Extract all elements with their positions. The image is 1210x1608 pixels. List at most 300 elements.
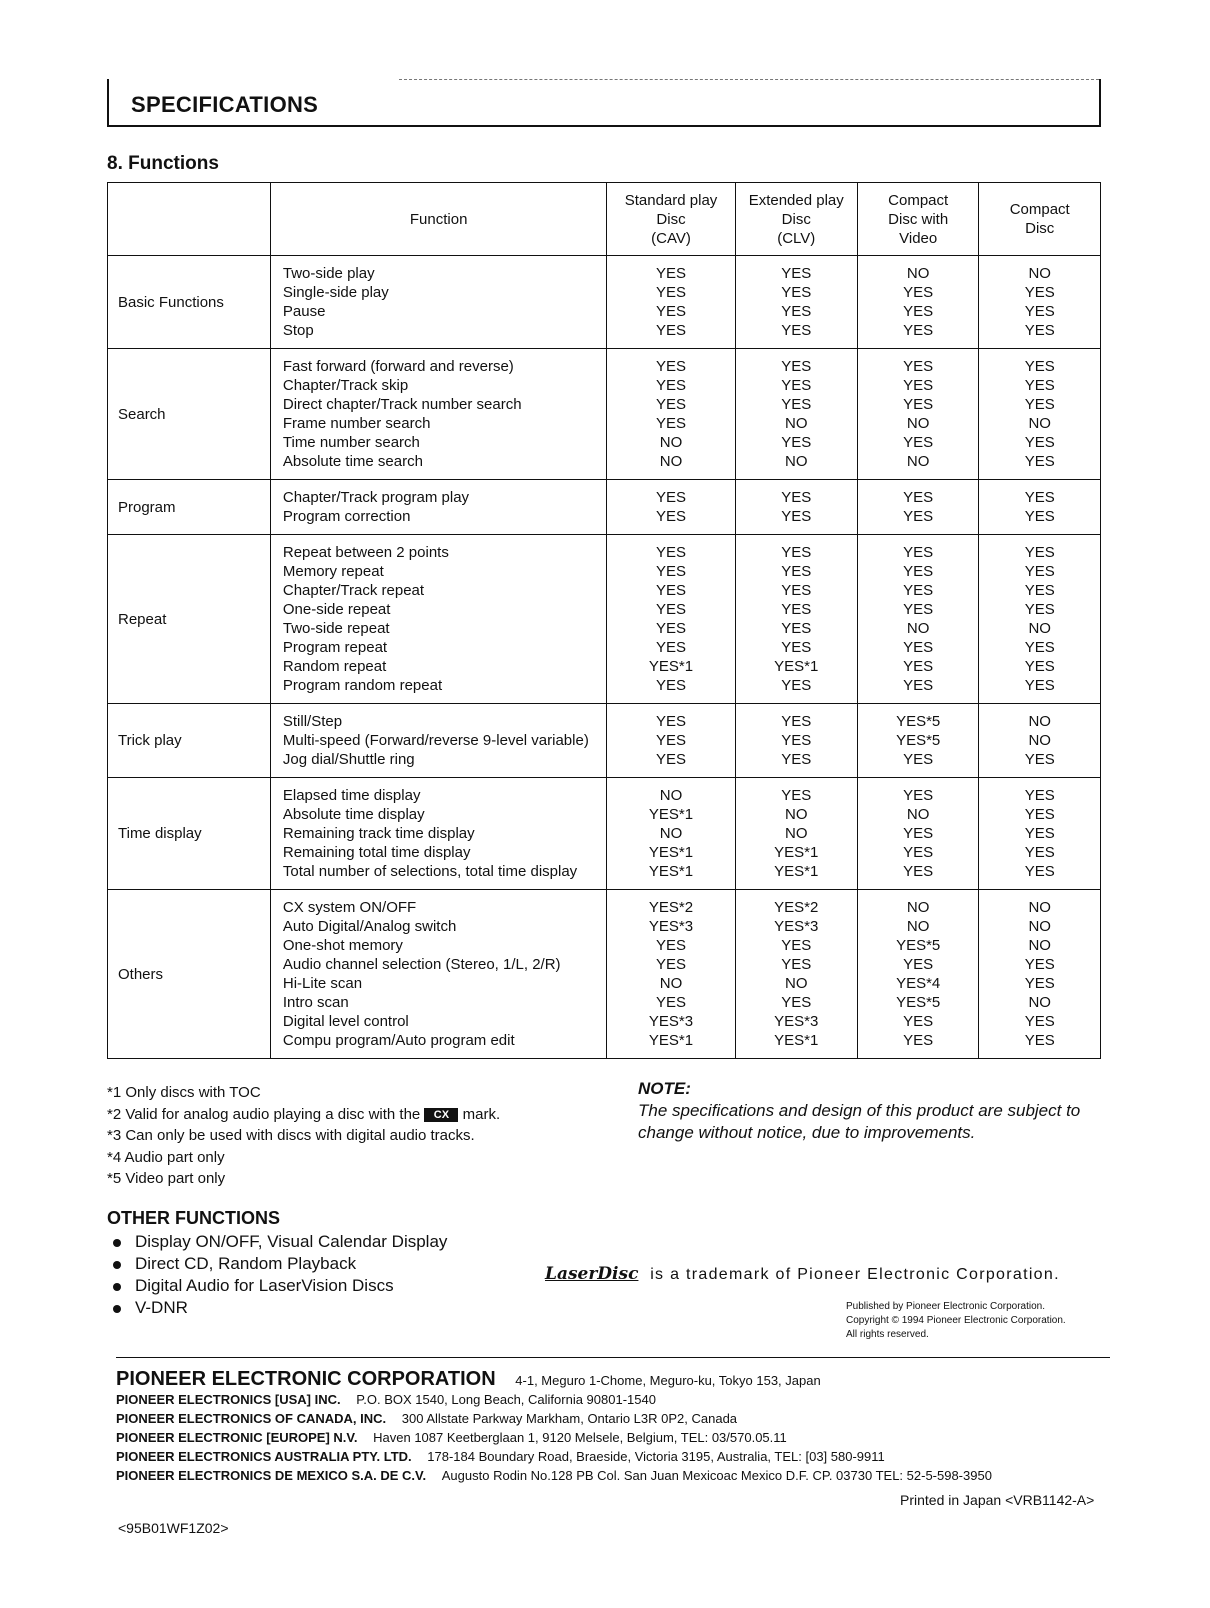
support-value: NO — [785, 975, 808, 992]
support-value: YES — [656, 396, 687, 413]
value-cell-cav — [607, 890, 735, 1059]
support-value: NO — [1028, 918, 1051, 935]
function-name: Remaining track time display — [282, 825, 475, 842]
header-function — [270, 183, 607, 256]
support-value: YES — [1024, 863, 1055, 880]
corp-name: PIONEER ELECTRONIC [EUROPE] N.V. — [116, 1430, 358, 1445]
support-value: YES — [903, 1032, 934, 1049]
value-cell-clv — [735, 480, 857, 535]
bullet-icon — [113, 1283, 121, 1291]
support-value: YES — [1024, 1032, 1055, 1049]
function-name: Pause — [282, 303, 326, 320]
support-value: YES — [656, 303, 687, 320]
support-value: YES — [656, 322, 687, 339]
support-value: NO — [659, 453, 683, 470]
support-value: YES — [656, 601, 687, 618]
support-value: YES — [903, 284, 934, 301]
function-name: Hi-Lite scan — [282, 975, 363, 992]
corp-row — [116, 1390, 992, 1409]
header-line: Function — [409, 210, 468, 228]
other-functions-list — [107, 1231, 447, 1319]
category-cell: Trick play — [108, 704, 271, 778]
support-value: YES*1 — [648, 1032, 694, 1049]
footnote-2-text: *2 Valid for analog audio playing a disc with the — [107, 1105, 421, 1123]
support-value: NO — [906, 899, 930, 916]
function-cell — [270, 349, 607, 480]
footnote-2-suffix: mark. — [462, 1105, 501, 1123]
support-value: YES — [781, 508, 812, 525]
bullet-icon — [113, 1239, 121, 1247]
list-item — [107, 1253, 447, 1275]
footnote-2 — [107, 1104, 500, 1126]
corporation-addresses — [116, 1370, 992, 1485]
support-value: NO — [1028, 899, 1051, 916]
support-value: YES — [1024, 975, 1055, 992]
function-name: Chapter/Track skip — [282, 377, 409, 394]
function-name: Auto Digital/Analog switch — [282, 918, 457, 935]
function-name: Frame number search — [282, 415, 431, 432]
support-value: YES — [656, 377, 687, 394]
support-value: YES — [781, 956, 812, 973]
header-clv — [735, 183, 857, 256]
support-value: YES*2 — [648, 899, 694, 916]
support-value: YES — [781, 751, 812, 768]
support-value: YES — [1024, 1013, 1055, 1030]
support-value: YES — [903, 544, 934, 561]
support-value: YES — [1024, 639, 1055, 656]
support-value: YES — [656, 489, 687, 506]
support-value: YES — [781, 937, 812, 954]
support-value: NO — [659, 434, 683, 451]
support-value: YES — [1024, 434, 1055, 451]
support-value: YES — [656, 713, 687, 730]
support-value: YES — [1024, 544, 1055, 561]
support-value: YES — [903, 582, 934, 599]
support-value: YES — [1024, 453, 1055, 470]
value-cell-clv — [735, 704, 857, 778]
value-cell-cdv — [857, 890, 979, 1059]
function-name: Absolute time display — [282, 806, 425, 823]
function-cell — [270, 480, 607, 535]
support-value: YES — [656, 544, 687, 561]
support-value: YES*1 — [648, 844, 694, 861]
table-row — [108, 256, 1101, 349]
category-cell: Repeat — [108, 535, 271, 704]
support-value: YES — [656, 265, 687, 282]
support-value: YES — [656, 751, 687, 768]
support-value: YES*3 — [774, 918, 819, 935]
functions-table — [107, 182, 1101, 1059]
support-value: YES — [903, 434, 934, 451]
support-value: YES — [781, 284, 812, 301]
support-value: YES — [1024, 563, 1055, 580]
header-line: Disc — [656, 210, 686, 228]
value-cell-cav — [607, 349, 735, 480]
support-value: YES — [781, 544, 812, 561]
header-line: (CLV) — [777, 229, 816, 247]
function-name: Program repeat — [282, 639, 388, 656]
note-text: The specifications and design of this product are subject to change without notice, due to improvements. — [638, 1101, 1081, 1142]
support-value: YES — [781, 303, 812, 320]
corp-address: Haven 1087 Keetberglaan 1, 9120 Melsele, Belgium, TEL: 03/570.05.11 — [373, 1430, 787, 1445]
support-value: YES — [1024, 601, 1055, 618]
trademark-line — [545, 1264, 1060, 1284]
support-value: YES — [781, 639, 812, 656]
support-value: NO — [1028, 713, 1051, 730]
function-name: Chapter/Track repeat — [282, 582, 425, 599]
support-value: YES — [1024, 396, 1055, 413]
value-cell-cav — [607, 704, 735, 778]
support-value: YES — [903, 508, 934, 525]
rights-line: All rights reserved. — [846, 1329, 929, 1340]
support-value: YES — [781, 677, 812, 694]
support-value: NO — [1028, 732, 1051, 749]
support-value: YES — [1024, 322, 1055, 339]
value-cell-cav — [607, 480, 735, 535]
support-value: YES — [656, 937, 687, 954]
header-line: Compact — [888, 191, 949, 209]
support-value: YES — [1024, 787, 1055, 804]
table-row — [108, 704, 1101, 778]
support-value: NO — [906, 265, 930, 282]
support-value: NO — [906, 620, 930, 637]
support-value: YES — [656, 639, 687, 656]
note-title: NOTE: — [638, 1079, 691, 1098]
support-value: YES — [1024, 358, 1055, 375]
printed-in-japan: Printed in Japan <VRB1142-A> — [900, 1492, 1095, 1508]
support-value: YES*1 — [648, 658, 694, 675]
function-cell — [270, 778, 607, 890]
value-cell-cdv — [857, 256, 979, 349]
laserdisc-logo: LaserDisc — [545, 1264, 639, 1284]
support-value: YES — [1024, 582, 1055, 599]
value-cell-cd — [979, 349, 1101, 480]
corp-row — [116, 1447, 992, 1466]
function-name: Two-side repeat — [282, 620, 390, 637]
category-cell: Program — [108, 480, 271, 535]
support-value: YES*5 — [896, 732, 941, 749]
support-value: NO — [659, 787, 683, 804]
support-value: YES — [903, 639, 934, 656]
value-cell-cav — [607, 535, 735, 704]
support-value: NO — [785, 806, 808, 823]
value-cell-cav — [607, 778, 735, 890]
support-value: YES — [781, 265, 812, 282]
category-cell: Time display — [108, 778, 271, 890]
header-line: Disc — [1025, 220, 1055, 237]
corp-row — [116, 1466, 992, 1485]
support-value: YES — [781, 434, 812, 451]
support-value: YES*3 — [648, 1013, 694, 1030]
support-value: YES — [903, 563, 934, 580]
function-name: CX system ON/OFF — [282, 899, 417, 916]
corp-address: 4-1, Meguro 1-Chome, Meguro-ku, Tokyo 153, Japan — [515, 1373, 821, 1388]
other-functions-title: OTHER FUNCTIONS — [107, 1208, 280, 1228]
function-name: Elapsed time display — [282, 787, 421, 804]
support-value: YES*5 — [896, 713, 941, 730]
support-value: YES*1 — [774, 844, 819, 861]
footnote-5: *5 Video part only — [107, 1170, 226, 1187]
support-value: YES — [781, 358, 812, 375]
support-value: YES — [903, 956, 934, 973]
category-cell: Basic Functions — [108, 256, 271, 349]
value-cell-cd — [979, 480, 1101, 535]
support-value: YES — [781, 713, 812, 730]
document-code: <95B01WF1Z02> — [118, 1520, 229, 1536]
table-row — [108, 778, 1101, 890]
support-value: NO — [785, 453, 808, 470]
value-cell-cd — [979, 778, 1101, 890]
table-row — [108, 349, 1101, 480]
support-value: YES*2 — [774, 899, 819, 916]
function-name: Intro scan — [282, 994, 349, 1011]
corp-name: PIONEER ELECTRONICS AUSTRALIA PTY. LTD. — [116, 1449, 412, 1464]
function-name: Repeat between 2 points — [282, 544, 449, 561]
value-cell-cdv — [857, 704, 979, 778]
list-item — [107, 1297, 447, 1319]
support-value: YES — [903, 751, 934, 768]
support-value: YES — [1024, 844, 1055, 861]
header-cd — [979, 183, 1101, 256]
support-value: YES — [903, 658, 934, 675]
support-value: YES — [903, 1013, 934, 1030]
support-value: NO — [906, 453, 930, 470]
list-item — [107, 1231, 447, 1253]
corp-address: 300 Allstate Parkway Markham, Ontario L3R 0P2, Canada — [401, 1411, 738, 1426]
support-value: YES — [781, 601, 812, 618]
support-value: NO — [659, 825, 683, 842]
support-value: YES — [656, 994, 687, 1011]
function-cell — [270, 256, 607, 349]
support-value: YES — [903, 677, 934, 694]
function-name: Compu program/Auto program edit — [282, 1032, 515, 1049]
support-value: YES — [903, 863, 934, 880]
support-value: YES — [903, 396, 934, 413]
support-value: YES*1 — [648, 863, 694, 880]
support-value: NO — [1028, 620, 1051, 637]
support-value: YES*1 — [774, 658, 819, 675]
support-value: YES — [781, 377, 812, 394]
support-value: YES — [781, 994, 812, 1011]
trademark-text: is a trademark of Pioneer Electronic Corporation. — [650, 1266, 1060, 1283]
support-value: NO — [1028, 994, 1051, 1011]
list-item — [107, 1275, 447, 1297]
corp-address: P.O. BOX 1540, Long Beach, California 90801-1540 — [356, 1392, 656, 1407]
support-value: NO — [906, 806, 930, 823]
value-cell-clv — [735, 349, 857, 480]
other-functions — [107, 1207, 447, 1319]
footnotes — [107, 1082, 500, 1190]
table-row — [108, 890, 1101, 1059]
support-value: YES — [903, 825, 934, 842]
support-value: NO — [1028, 415, 1051, 432]
page-title: SPECIFICATIONS — [131, 92, 319, 117]
support-value: YES — [656, 956, 687, 973]
support-value: YES — [656, 358, 687, 375]
support-value: YES — [781, 582, 812, 599]
header-line: Extended play — [748, 191, 844, 209]
support-value: YES — [781, 396, 812, 413]
support-value: YES*1 — [774, 863, 819, 880]
support-value: YES — [656, 620, 687, 637]
value-cell-clv — [735, 256, 857, 349]
support-value: YES — [1024, 806, 1055, 823]
support-value: YES — [903, 489, 934, 506]
function-name: Stop — [282, 322, 314, 339]
support-value: YES — [656, 508, 687, 525]
corp-name: PIONEER ELECTRONIC CORPORATION — [116, 1368, 496, 1390]
list-item-text: Digital Audio for LaserVision Discs — [135, 1276, 394, 1295]
function-name: Fast forward (forward and reverse) — [282, 358, 514, 375]
value-cell-cav — [607, 256, 735, 349]
support-value: YES*5 — [896, 937, 941, 954]
function-name: Jog dial/Shuttle ring — [282, 751, 415, 768]
value-cell-cdv — [857, 535, 979, 704]
corp-name: PIONEER ELECTRONICS DE MEXICO S.A. DE C.V. — [116, 1468, 427, 1483]
support-value: YES — [781, 489, 812, 506]
function-name: Program random repeat — [282, 677, 443, 694]
header-line: Standard play — [624, 191, 718, 209]
support-value: YES — [781, 322, 812, 339]
support-value: YES*1 — [648, 806, 694, 823]
function-name: Total number of selections, total time display — [282, 863, 578, 880]
support-value: YES — [1024, 825, 1055, 842]
function-name: Remaining total time display — [282, 844, 471, 861]
corp-row — [116, 1428, 992, 1447]
support-value: YES — [781, 732, 812, 749]
function-name: One-side repeat — [282, 601, 391, 618]
header-line: Compact — [1009, 201, 1070, 218]
support-value: YES — [903, 322, 934, 339]
category-cell: Others — [108, 890, 271, 1059]
function-name: Single-side play — [282, 284, 389, 301]
function-name: One-shot memory — [282, 937, 403, 954]
function-name: Time number search — [282, 434, 420, 451]
table-header-row — [108, 183, 1101, 256]
support-value: YES — [781, 787, 812, 804]
support-value: YES — [656, 284, 687, 301]
divider — [116, 1357, 1110, 1358]
header-line: Video — [899, 229, 938, 247]
function-name: Program correction — [282, 508, 411, 525]
function-name: Audio channel selection (Stereo, 1/L, 2/R) — [282, 956, 561, 973]
bullet-icon — [113, 1261, 121, 1269]
function-cell — [270, 535, 607, 704]
header-top-rule — [399, 79, 1099, 80]
header-empty-cell — [108, 183, 271, 256]
function-name: Two-side play — [282, 265, 375, 282]
support-value: NO — [785, 415, 808, 432]
support-value: NO — [906, 918, 930, 935]
note-block — [638, 1078, 1108, 1144]
support-value: YES — [781, 620, 812, 637]
table-row — [108, 480, 1101, 535]
support-value: YES — [1024, 489, 1055, 506]
support-value: YES — [903, 787, 934, 804]
value-cell-cdv — [857, 349, 979, 480]
header-cdv — [857, 183, 979, 256]
function-name: Chapter/Track program play — [282, 489, 470, 506]
cx-mark-icon: CX — [424, 1108, 458, 1122]
support-value: YES — [656, 582, 687, 599]
function-name: Random repeat — [282, 658, 387, 675]
value-cell-clv — [735, 890, 857, 1059]
function-name: Digital level control — [282, 1013, 409, 1030]
function-name: Memory repeat — [282, 563, 384, 580]
support-value: YES — [903, 303, 934, 320]
support-value: YES*5 — [896, 994, 941, 1011]
value-cell-cd — [979, 704, 1101, 778]
table-row — [108, 535, 1101, 704]
support-value: YES — [1024, 303, 1055, 320]
support-value: YES — [1024, 751, 1055, 768]
footnote-4: *4 Audio part only — [107, 1148, 225, 1166]
support-value: YES — [1024, 284, 1055, 301]
support-value: YES — [1024, 658, 1055, 675]
support-value: YES*4 — [896, 975, 941, 992]
publisher-line: Published by Pioneer Electronic Corporation. — [846, 1301, 1045, 1312]
corp-row-main — [116, 1370, 992, 1390]
support-value: YES — [656, 415, 687, 432]
support-value: NO — [659, 975, 683, 992]
support-value: YES — [781, 563, 812, 580]
function-name: Multi-speed (Forward/reverse 9-level variable) — [282, 732, 589, 749]
category-cell: Search — [108, 349, 271, 480]
support-value: YES — [1024, 677, 1055, 694]
support-value: YES — [903, 844, 934, 861]
support-value: NO — [1028, 937, 1051, 954]
value-cell-cd — [979, 535, 1101, 704]
header-line: (CAV) — [651, 229, 691, 247]
support-value: YES — [656, 732, 687, 749]
corp-address: 178-184 Boundary Road, Braeside, Victoria 3195, Australia, TEL: [03] 580-9911 — [427, 1449, 885, 1464]
support-value: YES — [1024, 508, 1055, 525]
support-value: NO — [906, 415, 930, 432]
corp-name: PIONEER ELECTRONICS OF CANADA, INC. — [116, 1411, 387, 1426]
function-name: Absolute time search — [282, 453, 423, 470]
list-item-text: Direct CD, Random Playback — [135, 1254, 357, 1273]
value-cell-cd — [979, 890, 1101, 1059]
header-box — [107, 79, 1101, 127]
support-value: YES — [656, 563, 687, 580]
function-cell — [270, 704, 607, 778]
support-value: YES — [656, 677, 687, 694]
value-cell-clv — [735, 778, 857, 890]
support-value: YES*1 — [774, 1032, 819, 1049]
function-cell — [270, 890, 607, 1059]
footnote-3: *3 Can only be used with discs with digital audio tracks. — [107, 1127, 475, 1144]
support-value: YES — [903, 377, 934, 394]
value-cell-cd — [979, 256, 1101, 349]
support-value: YES — [903, 601, 934, 618]
header-cav — [607, 183, 735, 256]
support-value: YES — [1024, 956, 1055, 973]
support-value: YES*3 — [774, 1013, 819, 1030]
bullet-icon — [113, 1305, 121, 1313]
publisher-block — [846, 1300, 1066, 1342]
support-value: NO — [785, 825, 808, 842]
header-line: Disc with — [888, 210, 949, 228]
list-item-text: Display ON/OFF, Visual Calendar Display — [135, 1232, 448, 1251]
footnote-1: *1 Only discs with TOC — [107, 1084, 261, 1101]
value-cell-cdv — [857, 778, 979, 890]
list-item-text: V-DNR — [135, 1298, 188, 1317]
section-title: 8. Functions — [107, 153, 219, 174]
value-cell-cdv — [857, 480, 979, 535]
value-cell-clv — [735, 535, 857, 704]
header-line: Disc — [781, 210, 811, 228]
support-value: NO — [1028, 265, 1051, 282]
